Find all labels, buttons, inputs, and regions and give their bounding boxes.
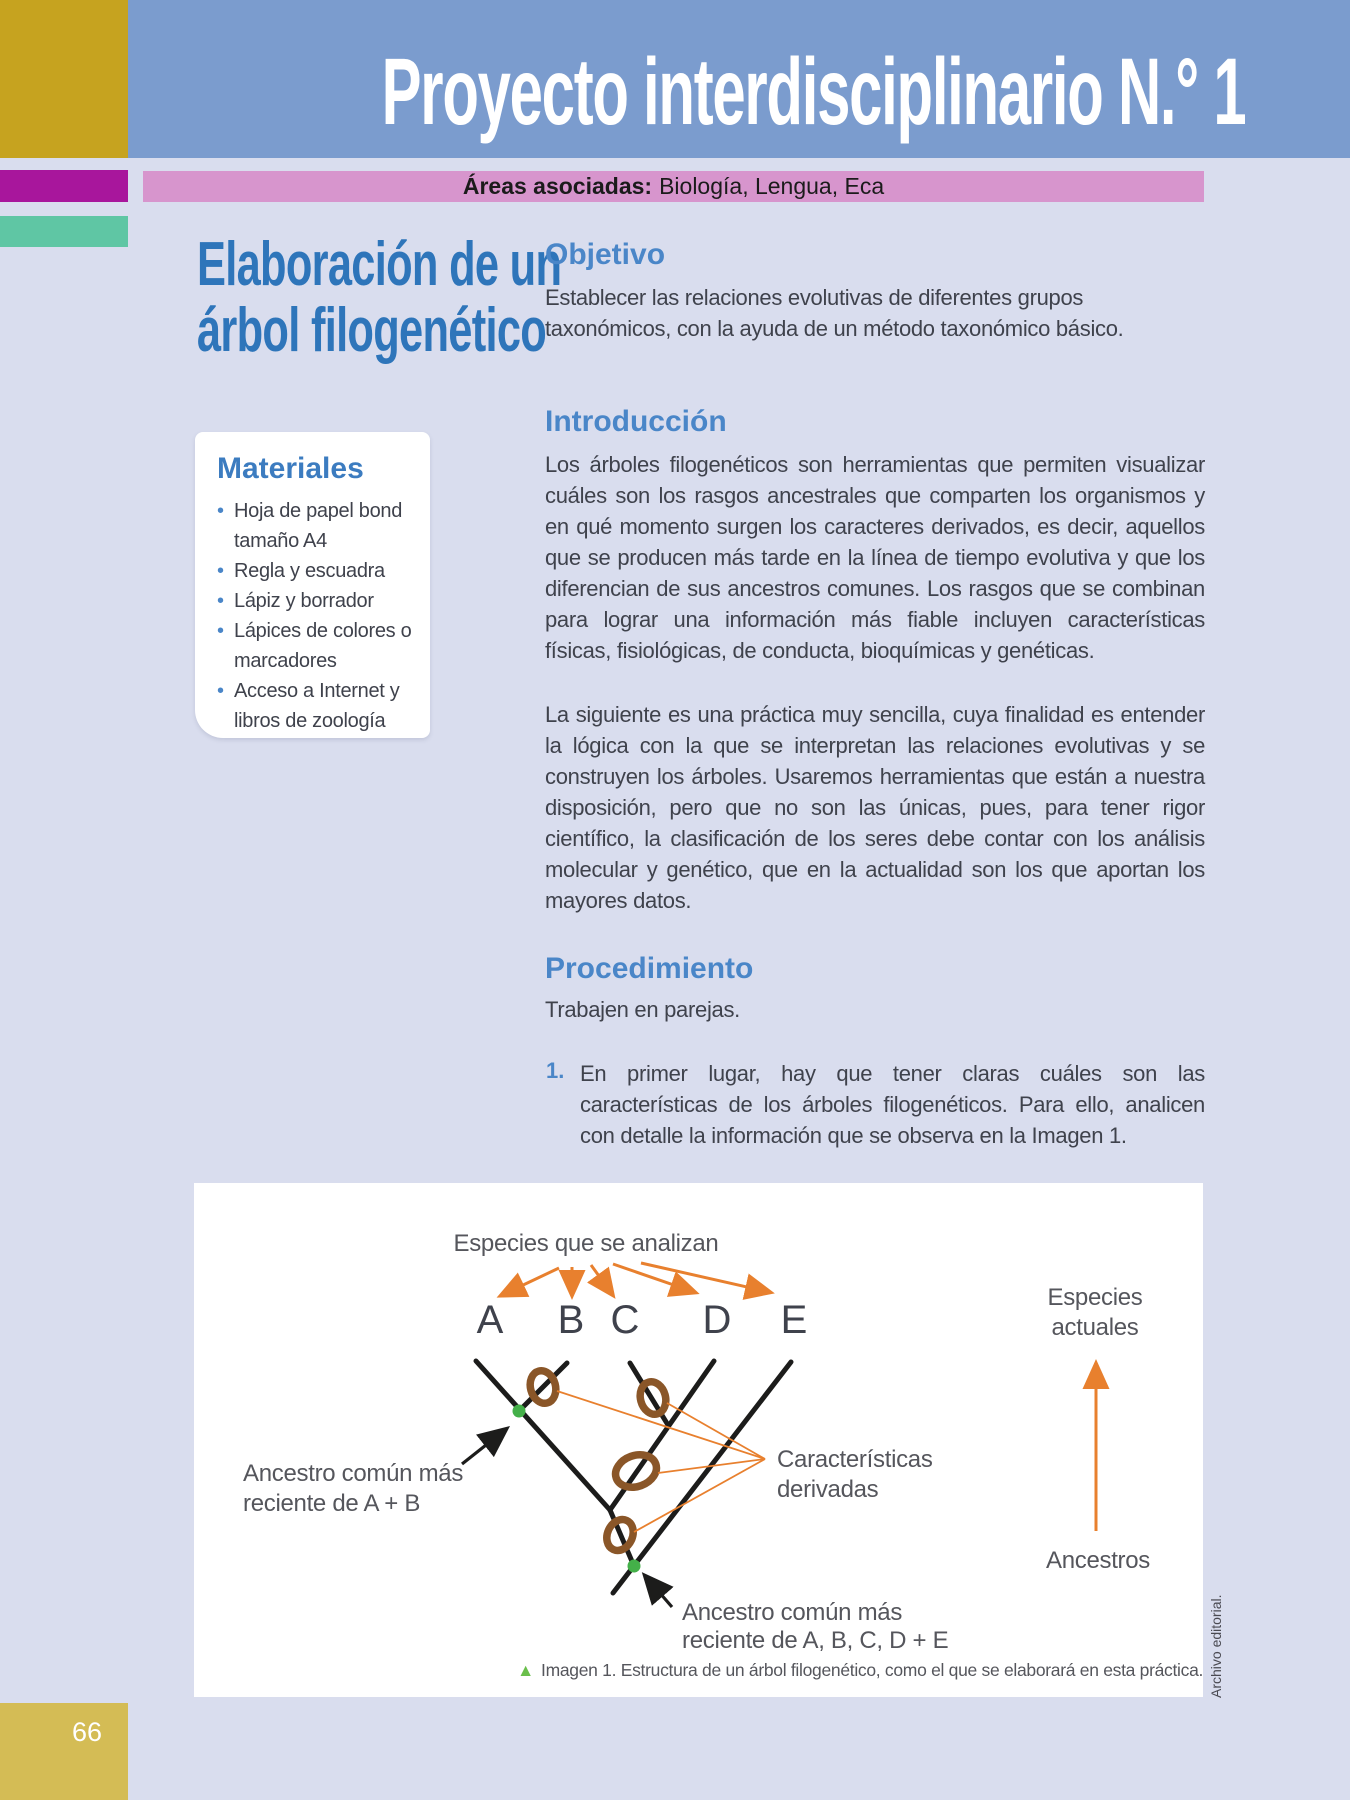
species-letter-e: E [780, 1298, 808, 1342]
materials-item: • Lápiz y borrador [217, 586, 415, 616]
label-ancestros: Ancestros [1045, 1547, 1151, 1574]
species-pointer-arrows [502, 1263, 769, 1295]
label-caracteristicas-line2: derivadas [777, 1476, 879, 1503]
materials-item: • Regla y escuadra [217, 556, 415, 586]
introduccion-heading: Introducción [545, 405, 727, 438]
figure-caption [517, 1660, 1203, 1680]
ancestor-dot-root [628, 1560, 641, 1573]
page-title [128, 40, 1258, 145]
species-letter-c: C [610, 1298, 640, 1342]
materials-item: • Hoja de papel bond tamaño A4 [217, 496, 415, 556]
arrow-to-c [591, 1265, 612, 1294]
species-letter-b: B [557, 1298, 585, 1342]
lesson-title-line1: Elaboración de un [197, 230, 562, 299]
species-letter-d: D [702, 1298, 732, 1342]
figure-imagen-1 [194, 1183, 1203, 1697]
label-especies-analizan: Especies que se analizan [453, 1230, 719, 1257]
objetivo-heading: Objetivo [545, 238, 666, 271]
page-number: 66 [71, 1717, 102, 1747]
phylogenetic-tree-diagram [194, 1183, 1203, 1697]
ancestor-dot-ab [513, 1405, 526, 1418]
areas-band [143, 171, 1204, 202]
label-caracteristicas-line1: Características [777, 1446, 933, 1473]
materials-item: • Lápices de colores o marcadores [217, 616, 415, 676]
teal-edge-block [0, 216, 128, 247]
materials-list [217, 496, 415, 736]
connector-ring-b [557, 1391, 765, 1459]
areas-label: Áreas asociadas: [462, 173, 653, 199]
label-ancestro-ab-line1: Ancestro común más [243, 1460, 464, 1487]
arrow-ancestor-ab [462, 1430, 505, 1464]
arrow-to-a [502, 1268, 559, 1295]
procedimiento-heading: Procedimiento [545, 952, 754, 985]
introduccion-para1: Los árboles filogenéticos son herramientas que permiten visualizar cuáles son los rasgos ancestrales que comparten los organismos y en qué momento surgen los caracteres derivados, es decir, aquellos que se producen más tarde en la línea de tiempo evolutiva y que los diferencian de sus ancestros comunes. Los rasgos que se combinan para lograr una información más fiable incluyen características físicas, fisiológicas, de conducta, bioquímicas y genéticas. [545, 452, 1205, 663]
arrow-to-e [641, 1263, 769, 1292]
materials-item: • Acceso a Internet y libros de zoología [217, 676, 415, 736]
photo-credit: Archivo editorial. [1208, 1594, 1224, 1698]
caption-triangle-icon: ▲ [517, 1660, 535, 1680]
areas-value: Biología, Lengua, Eca [659, 173, 885, 199]
page-number-block [0, 1703, 128, 1800]
magenta-edge-block [0, 170, 128, 202]
label-especies-actuales-line1: Especies [1047, 1284, 1143, 1311]
objetivo-text: Establecer las relaciones evolutivas de diferentes grupos taxonómicos, con la ayuda de un método taxonómico básico. [545, 285, 1124, 341]
procedimiento-intro: Trabajen en parejas. [545, 997, 740, 1022]
arrow-ancestor-root [646, 1577, 672, 1607]
label-especies-actuales-line2: actuales [1051, 1314, 1139, 1341]
introduccion-para2: La siguiente es una práctica muy sencilla, cuya finalidad es entender la lógica con la que se interpretan las relaciones evolutivas y se construyen los árboles. Usaremos herramientas que están a nuestra disposición, pero que no son las únicas, pues, para tener rigor científico, la clasificación de los seres debe contar con los análisis molecular y genético, que en la actualidad son los que aportan los mayores datos. [545, 702, 1205, 913]
materials-box [195, 432, 430, 738]
label-ancestro-root-line1: Ancestro común más [682, 1599, 903, 1626]
step-text: En primer lugar, hay que tener claras cuáles son las características de los árboles filogenéticos. Para ello, analicen con detalle la información que se observa en la Imagen 1. [580, 1061, 1205, 1148]
label-ancestro-ab-line2: reciente de A + B [243, 1490, 421, 1517]
species-letter-a: A [476, 1298, 504, 1342]
arrow-to-d [613, 1264, 694, 1292]
tree-branches [476, 1361, 791, 1593]
step-number: 1. [546, 1058, 565, 1083]
materials-heading: Materiales [217, 452, 364, 485]
lesson-title [197, 232, 561, 364]
gold-corner-block [0, 0, 128, 158]
page-title-text: Proyecto interdisciplinario N.° 1 [381, 39, 1246, 145]
lesson-title-line2: árbol filogenético [197, 296, 547, 365]
caption-text: Imagen 1. Estructura de un árbol filogenético, como el que se elaborará en esta práctica. [541, 1660, 1203, 1680]
label-ancestro-root-line2: reciente de A, B, C, D + E [682, 1627, 949, 1654]
